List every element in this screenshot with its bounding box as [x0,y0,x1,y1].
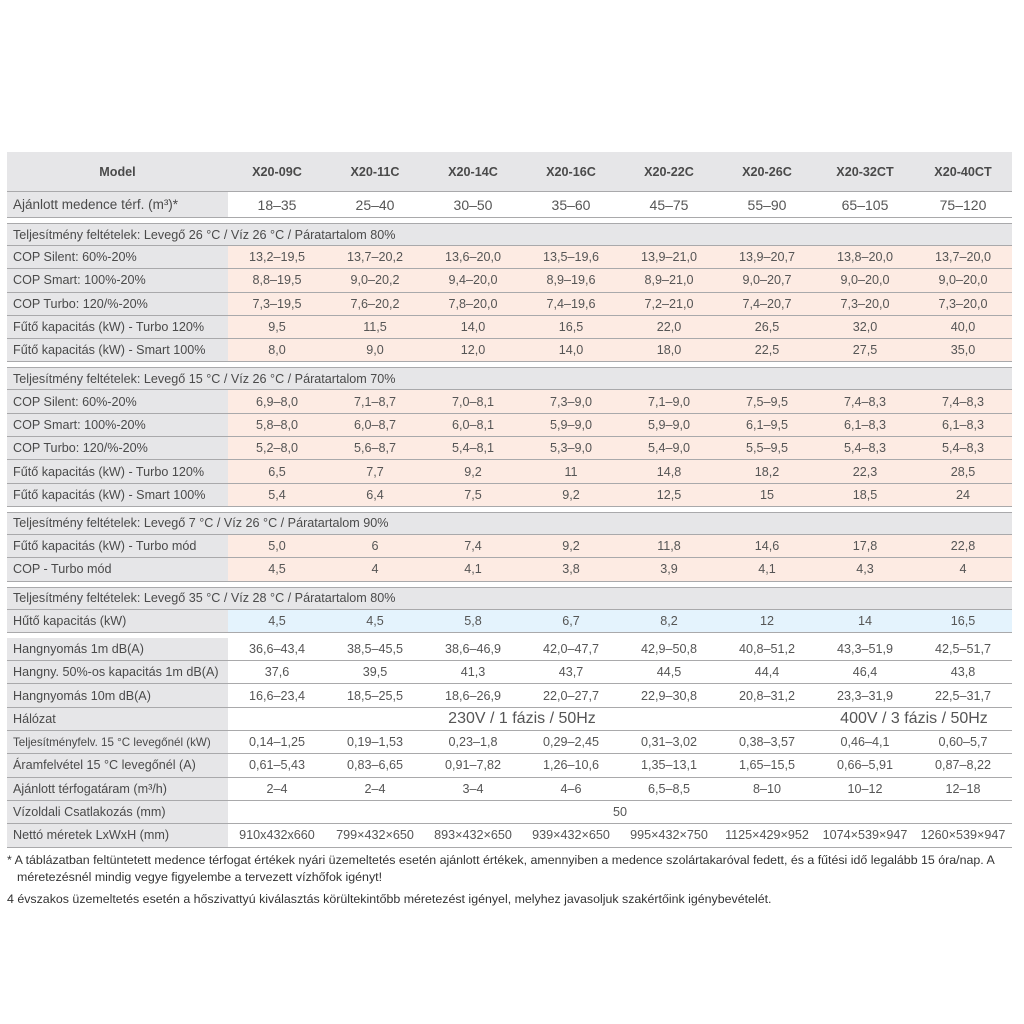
table-cell: 11,5 [363,320,387,335]
row-label: Hűtő kapacitás (kW) [7,610,228,632]
table-cell: 9,0–20,0 [840,273,890,288]
row-values [228,192,1012,217]
table-cell: 893×432×650 [434,828,512,843]
table-cell: 5,9–9,0 [549,417,593,432]
table-cell: 4,5 [366,613,384,628]
table-cell: 3–4 [462,781,484,796]
row-label: COP Turbo: 120/%-20% [7,437,228,459]
model-name: X20-16C [546,164,596,179]
table-cell: 27,5 [852,343,878,358]
table-cell: 5,4–8,3 [941,441,985,456]
table-cell: 28,5 [950,464,976,479]
table-cell: 5,0 [268,539,286,554]
row-label: Fűtő kapacitás (kW) - Turbo 120% [7,316,228,338]
table-cell: 35,0 [950,343,976,358]
table-cell: 7,7 [366,464,384,479]
table-row [7,535,1012,558]
table-cell: 8,2 [660,613,678,628]
table-cell: 22,0 [656,320,682,335]
table-cell: 39,5 [362,665,388,680]
model-name: X20-14C [448,164,498,179]
table-cell: 22,5–31,7 [934,688,992,703]
table-cell: 4,3 [856,562,874,577]
table-cell: 7,4–8,3 [941,394,985,409]
table-cell: 6,0–8,1 [451,417,495,432]
table-row [7,246,1012,269]
table-cell: 8–10 [752,781,782,796]
row-label: Hálózat [7,708,228,730]
table-cell: 5,4–9,0 [647,441,691,456]
table-row [7,684,1012,707]
table-cell: 5,4–8,1 [451,441,495,456]
table-cell: 75–120 [939,196,987,213]
table-cell: 13,7–20,0 [934,250,992,265]
table-cell: 4–6 [560,781,582,796]
table-cell: 4,5 [268,613,286,628]
table-cell: 9,5 [268,320,286,335]
table-row [7,390,1012,413]
row-values [228,824,1012,846]
table-cell: 1074×539×947 [822,828,908,843]
row-label: Hangnyomás 1m dB(A) [7,638,228,660]
row-values [228,558,1012,580]
row-values [228,246,1012,268]
table-cell: 13,2–19,5 [248,250,306,265]
pool-volume-row [7,192,1012,218]
table-cell: 42,0–47,7 [542,642,600,656]
table-cell: 43,7 [558,665,584,680]
table-cell: 37,6 [264,665,290,680]
table-cell: 20,8–31,2 [738,688,796,703]
table-cell: 44,4 [754,665,780,680]
table-cell: 9,2 [562,487,580,502]
table-cell: 7,4–19,6 [546,296,596,311]
row-label: Áramfelvétel 15 °C levegőnél (A) [7,754,228,776]
model-name: X20-40CT [934,164,992,179]
table-cell: 43,8 [950,665,976,680]
table-cell: 0,19–1,53 [346,735,404,750]
table-cell: 0,66–5,91 [836,758,894,773]
table-cell: 4 [371,562,379,577]
table-header [7,152,1012,192]
table-cell: 55–90 [747,196,787,213]
row-label: Fűtő kapacitás (kW) - Smart 100% [7,484,228,506]
table-cell: 7,4–20,7 [742,296,792,311]
table-cell: 9,0–20,0 [938,273,988,288]
table-cell: 13,7–20,2 [346,250,404,265]
three-phase-value: 400V / 3 fázis / 50Hz [840,709,988,727]
table-cell: 46,4 [852,665,878,680]
table-cell: 6,7 [562,613,580,628]
table-cell: 0,61–5,43 [248,758,306,773]
table-row [7,414,1012,437]
table-cell: 7,2–21,0 [644,296,694,311]
network-values [228,708,1012,730]
network-row [7,708,1012,731]
row-values [228,661,1012,683]
table-cell: 22,9–30,8 [640,688,698,703]
table-cell: 6,9–8,0 [255,394,299,409]
spec-table [7,152,1012,848]
table-row [7,661,1012,684]
table-cell: 0,60–5,7 [938,735,988,750]
row-label: Nettó méretek LxWxH (mm) [7,824,228,846]
table-cell: 25–40 [355,196,395,213]
table-cell: 23,3–31,9 [836,688,894,703]
performance-sections [7,223,1012,633]
table-cell: 17,8 [852,539,878,554]
table-cell: 32,0 [852,320,878,335]
table-cell: 1,26–10,6 [542,758,600,773]
table-cell: 8,0 [268,343,286,358]
row-label: Ajánlott medence térf. (m³)* [7,192,228,217]
connection-row [7,801,1012,824]
table-cell: 16,6–23,4 [248,688,306,703]
row-label: Ajánlott térfogatáram (m³/h) [7,778,228,800]
table-cell: 38,5–45,5 [346,642,404,656]
section-title: Teljesítmény feltételek: Levegő 26 °C / Víz 26 °C / Páratartalom 80% [7,223,1012,246]
table-cell: 22,5 [754,343,780,358]
row-values [228,437,1012,459]
table-cell: 7,5–9,5 [745,394,789,409]
table-cell: 2–4 [364,781,386,796]
table-cell: 12,0 [460,343,486,358]
table-cell: 0,14–1,25 [248,735,306,750]
row-values [228,801,1012,823]
table-cell: 13,8–20,0 [836,250,894,265]
footnotes [7,852,1012,908]
table-cell: 18,5 [852,487,878,502]
table-cell: 14,0 [558,343,584,358]
row-values [228,269,1012,291]
single-phase-value: 230V / 1 fázis / 50Hz [448,709,596,727]
table-cell: 1260×539×947 [920,828,1006,843]
table-cell: 15 [759,487,774,502]
row-label: COP Turbo: 120/%-20% [7,293,228,315]
row-values [228,339,1012,361]
table-row [7,269,1012,292]
general-specs-c [7,824,1012,847]
table-cell: 2–4 [266,781,288,796]
table-cell: 22,3 [852,464,878,479]
row-values [228,414,1012,436]
table-cell: 12,5 [656,487,682,502]
table-cell: 0,91–7,82 [444,758,502,773]
table-cell: 7,1–9,0 [647,394,691,409]
row-label: Vízoldali Csatlakozás (mm) [7,801,228,823]
table-cell: 1,65–15,5 [738,758,796,773]
table-cell: 22,8 [950,539,976,554]
table-cell: 14,8 [656,464,682,479]
row-values [228,484,1012,506]
table-cell: 799×432×650 [336,828,414,843]
table-cell: 5,8–8,0 [255,417,299,432]
table-cell: 42,5–51,7 [934,642,992,656]
model-name: X20-22C [644,164,694,179]
table-cell: 1125×429×952 [725,828,809,843]
table-cell: 12–18 [945,781,981,796]
section-title: Teljesítmény feltételek: Levegő 7 °C / Víz 26 °C / Páratartalom 90% [7,512,1012,535]
table-row [7,610,1012,633]
table-cell: 0,46–4,1 [840,735,890,750]
row-label: Fűtő kapacitás (kW) - Turbo mód [7,535,228,557]
table-cell: 14 [857,613,872,628]
table-cell: 1,35–13,1 [640,758,698,773]
table-cell: 24 [955,487,970,502]
table-cell: 44,5 [656,665,682,680]
row-values [228,293,1012,315]
row-values [228,778,1012,800]
table-cell: 5,6–8,7 [353,441,397,456]
table-cell: 8,9–21,0 [644,273,694,288]
table-cell: 6,1–8,3 [843,417,887,432]
table-cell: 4,5 [268,562,286,577]
table-cell: 10–12 [847,781,883,796]
table-cell: 910x432x660 [239,828,315,843]
row-values [228,610,1012,632]
table-cell: 6,5 [268,464,286,479]
table-cell: 8,9–19,6 [546,273,596,288]
table-cell: 7,4 [464,539,482,554]
table-cell: 43,3–51,9 [836,642,894,656]
table-cell: 0,38–3,57 [738,735,796,750]
table-cell: 16,5 [950,613,976,628]
row-label: COP - Turbo mód [7,558,228,580]
table-cell: 7,1–8,7 [353,394,397,409]
row-values [228,535,1012,557]
table-cell: 9,2 [562,539,580,554]
row-values [228,684,1012,706]
general-specs-a [7,638,1012,708]
table-cell: 11 [564,464,578,479]
table-cell: 22,0–27,7 [542,688,600,703]
table-cell: 5,9–9,0 [647,417,691,432]
table-cell: 13,9–21,0 [640,250,698,265]
table-cell: 4,1 [758,562,776,577]
table-cell: 9,0 [366,343,384,358]
row-values [228,754,1012,776]
table-cell: 35–60 [551,196,591,213]
table-cell: 11,8 [657,539,681,554]
table-cell: 7,3–9,0 [549,394,593,409]
table-cell: 0,31–3,02 [640,735,698,750]
table-cell: 38,6–46,9 [444,642,502,656]
table-row [7,484,1012,507]
table-cell: 5,5–9,5 [745,441,789,456]
row-values [228,638,1012,660]
table-cell: 6,1–8,3 [941,417,985,432]
table-cell: 12 [759,613,774,628]
connection-value: 50 [612,805,627,820]
table-cell: 939×432×650 [532,828,610,843]
table-cell: 3,9 [660,562,678,577]
table-cell: 14,0 [460,320,486,335]
table-cell: 9,4–20,0 [448,273,498,288]
row-label: COP Silent: 60%-20% [7,390,228,412]
table-cell: 8,8–19,5 [252,273,302,288]
table-cell: 7,8–20,0 [448,296,498,311]
row-label: Fűtő kapacitás (kW) - Turbo 120% [7,460,228,482]
model-name: X20-26C [742,164,792,179]
table-cell: 16,5 [558,320,584,335]
table-cell: 5,4–8,3 [843,441,887,456]
row-values [228,708,1012,730]
model-name: X20-09C [252,164,302,179]
table-cell: 7,6–20,2 [350,296,400,311]
table-cell: 30–50 [453,196,493,213]
footnote-four-season: 4 évszakos üzemeltetés esetén a hőszivattyú kiválasztás körültekintőbb méretezést igényel, melyhez javasoljuk szakértőink igénybevételét. [7,892,772,906]
table-row [7,460,1012,483]
table-row [7,824,1012,847]
row-values [228,731,1012,753]
table-cell: 6,4 [366,487,384,502]
table-row [7,293,1012,316]
table-cell: 9,2 [464,464,482,479]
table-cell: 7,0–8,1 [451,394,495,409]
table-row [7,754,1012,777]
table-cell: 0,87–8,22 [934,758,992,773]
table-cell: 13,5–19,6 [542,250,600,265]
table-cell: 9,0–20,2 [350,273,400,288]
model-name: X20-11C [350,164,400,179]
section-title: Teljesítmény feltételek: Levegő 15 °C / Víz 26 °C / Páratartalom 70% [7,367,1012,390]
row-values [228,316,1012,338]
table-cell: 7,3–19,5 [252,296,302,311]
table-cell: 6,1–9,5 [745,417,789,432]
table-cell: 13,6–20,0 [444,250,502,265]
table-cell: 40,0 [950,320,976,335]
table-cell: 18,2 [754,464,780,479]
table-row [7,638,1012,661]
table-cell: 7,3–20,0 [938,296,988,311]
row-label: COP Silent: 60%-20% [7,246,228,268]
table-row [7,316,1012,339]
table-cell: 6,0–8,7 [353,417,397,432]
table-cell: 40,8–51,2 [738,642,796,656]
table-cell: 3,8 [562,562,580,577]
row-values [228,460,1012,482]
table-cell: 18,5–25,5 [346,688,404,703]
table-cell: 5,3–9,0 [549,441,593,456]
table-cell: 14,6 [754,539,780,554]
table-cell: 65–105 [841,196,889,213]
table-cell: 18,0 [656,343,682,358]
table-cell: 26,5 [754,320,780,335]
table-cell: 0,23–1,8 [448,735,498,750]
row-values [228,390,1012,412]
row-label: COP Smart: 100%-20% [7,414,228,436]
table-cell: 7,4–8,3 [843,394,887,409]
table-row [7,437,1012,460]
table-row [7,558,1012,581]
table-cell: 36,6–43,4 [248,642,306,656]
table-cell: 5,4 [268,487,286,502]
model-name: X20-32CT [836,164,894,179]
table-cell: 9,0–20,7 [742,273,792,288]
table-cell: 42,9–50,8 [640,642,698,656]
model-header-label: Model [99,164,136,179]
row-label: Fűtő kapacitás (kW) - Smart 100% [7,339,228,361]
general-specs-b [7,731,1012,801]
table-row [7,731,1012,754]
table-cell: 7,3–20,0 [840,296,890,311]
row-label: COP Smart: 100%-20% [7,269,228,291]
table-cell: 6 [371,539,379,554]
table-cell: 18,6–26,9 [444,688,502,703]
table-cell: 5,8 [464,613,482,628]
table-cell: 7,5 [464,487,482,502]
row-label: Hangnyomás 10m dB(A) [7,684,228,706]
table-cell: 5,2–8,0 [255,441,299,456]
section-title: Teljesítmény feltételek: Levegő 35 °C / Víz 28 °C / Páratartalom 80% [7,587,1012,610]
table-cell: 18–35 [257,196,297,213]
table-cell: 0,29–2,45 [542,735,600,750]
table-row [7,778,1012,801]
table-cell: 6,5–8,5 [647,781,691,796]
table-cell: 4,1 [464,562,482,577]
table-row [7,339,1012,362]
table-cell: 45–75 [649,196,689,213]
table-cell: 995×432×750 [630,828,708,843]
table-cell: 4 [959,562,967,577]
model-columns [228,152,1012,191]
table-cell: 13,9–20,7 [738,250,796,265]
footnote-pool-volume: * A táblázatban feltüntetett medence térfogat értékek nyári üzemeltetés esetén ajánlott értékek, amennyiben a medence szolártakaróval fedett, és a fűtési idő legalább 15 óra/nap. A méretezésnél mindig vegye figyelembe a tervezett vízhőfok igényt! [7,853,995,884]
table-cell: 0,83–6,65 [346,758,404,773]
row-label: Teljesítményfelv. 15 °C levegőnél (kW) [7,731,228,753]
table-cell: 41,3 [460,665,486,680]
row-label: Hangny. 50%-os kapacitás 1m dB(A) [7,661,228,683]
